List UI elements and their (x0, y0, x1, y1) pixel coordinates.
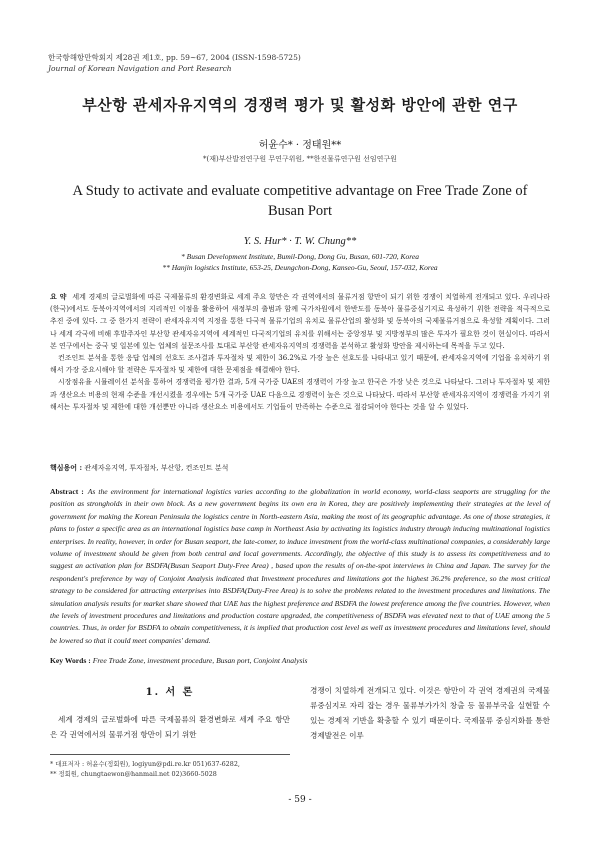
title-english: A Study to activate and evaluate competitive advantage on Free Trade Zone of Busan Port (72, 183, 528, 219)
page-number: - 59 - (288, 795, 312, 805)
abstract-english (50, 486, 550, 647)
abstract-korean-label: 요 약 (50, 292, 67, 301)
keywords-english-value: Free Trade Zone, investment procedure, Busan port, Conjoint Analysis (92, 656, 308, 665)
title-korean: 부산항 관세자유지역의 경쟁력 평가 및 활성화 방안에 관한 연구 (82, 96, 518, 114)
footnotes (50, 754, 290, 779)
abstract-korean (50, 291, 550, 413)
keywords-english-label: Key Words : (50, 656, 91, 665)
footnote-1: * 대표저자 : 허윤수(정회원), logiyun@pdi.re.kr 051)637-6282, (50, 760, 240, 768)
abstract-korean-paragraph: 컨조인트 분석을 통한 응답 업체의 선호도 조사결과 투자절차 및 제한이 36.2%로 가장 높은 선호도를 나타내고 있기 때문에, 관세자유지역에 기업을 유치하기 위해서 가장 중요시해야 할 전략은 투자절차 및 제한에 대한 문제점을 해결해야 한다. (50, 354, 550, 375)
abstract-korean-paragraph: 요 약 세계 경제의 글로벌화에 따른 국제물류의 환경변화로 세계 주요 항만은 각 권역에서의 물류거점 항만이 되기 위한 경쟁이 치열하게 전개되고 있다. 우리나라(한국)에서도 동북아지역에서의 지리적인 이점을 활용하여 새정부의 출범과 함께 국가차원에서 한반도를 동북아 물류중심기지로 육성하기 위한 전략을 적극적으로 추진 중에 있다. 그 중 한가지 전략이 관세자유지역 지정을 통한 다국적 물류기업의 유치로 물류산업의 활성화 및 동북아의 국제물류거점으로 육성할 계획이다. 그러나 세계 각국에 비해 후발주자인 부산항 관세자유지역에 세계적인 다국적기업의 유치를 위해서는 중앙정부 및 지방정부의 많은 투자가 필요한 것이 현실이다. 따라서 본 연구에서는 중국 및 일본에 있는 업체의 설문조사를 토대로 부산항 관세자유지역의 경쟁력을 분석하고 활성화 방안을 제시하는데 목적을 두고 있다. (50, 292, 550, 350)
body-column-right (310, 683, 550, 743)
section-heading: 1. 서 론 (145, 687, 195, 698)
affiliation-korean: *(재)부산발전연구원 무연구위원, **한진물류연구원 선임연구원 (203, 155, 397, 163)
affiliation-english (0, 252, 600, 273)
journal-line-ko: 한국항해항만학회지 제28권 제1호, pp. 59~67, 2004 (ISSN-1598-5725) (48, 53, 301, 62)
journal-line-en: Journal of Korean Navigation and Port Research (48, 64, 232, 73)
keywords-korean-value: 관세자유지역, 투자절차, 부산항, 컨조인트 분석 (84, 464, 229, 472)
journal-header (48, 52, 301, 74)
affiliation-english-2: ** Hanjin logistics Institute, 653-25, Deungchon-Dong, Kanseo-Gu, Seoul, 157-032, Korea (162, 262, 438, 272)
authors-korean: 허윤수* · 정태원** (258, 140, 342, 151)
abstract-korean-paragraph: 시장점유율 시뮬레이션 분석을 통하여 경쟁력을 평가한 결과, 5개 국가중 UAE의 경쟁력이 가장 높고 한국은 가장 낮은 것으로 나타났다. 그러나 투자절차 및 제한과 생산요소 비용의 현재 수준을 개선시켰을 경우에는 5개 국가중 UAE 다음으로 경쟁력이 높은 것으로 나타났다. 따라서 부산항 관세자유지역이 경쟁력을 가지기 위해서는 투자절차 및 제한에 대한 개선뿐만 아니라 생산요소 비용에서도 기업들이 만족하는 수준으로 절감되어야 한다는 것을 알 수 있었다. (50, 378, 550, 411)
keywords-korean (50, 463, 550, 473)
footnote-2: ** 정회원, chungtaewon@hanmail.net 02)3660-5028 (50, 770, 217, 778)
affiliation-english-1: * Busan Development Institute, Bumil-Dong, Dong Gu, Busan, 601-720, Korea (180, 252, 420, 261)
authors-english: Y. S. Hur* · T. W. Chung** (243, 236, 357, 247)
body-text-left: 세계 경제의 글로벌화에 따른 국제물류의 환경변화로 세계 주요 항만은 각 권역에서의 물류거점 항만이 되기 위한 (50, 715, 290, 739)
keywords-korean-label: 핵심용어 : (50, 463, 83, 472)
abstract-english-text: As the environment for international logistics varies according to the globalization in world economy, world-class seaports are struggling for the position as strongholds in their own block. As a new government begins its own era in Korea, they are positively implementing their strategies at the level of government for making the Korean Peninsula the logistics centre in North-eastern Asia, making the most of its geographic advantage. As one of those strategies, it plans to foster a specific area as an international logistics base camp in Northeast Asia by activating its logistics industry through inducing multinational logistics enterprises. In reality, however, in order for Busan seaport, the late-comer, to induce investment from the world-class multinational companies, a considerably large volume of investment should be given from both central and local governments. Accordingly, the objective of this study is to assess its competitiveness and to suggest an activation plan for BSDFA(Busan Seaport Duty-Free Area) , based upon the results of on-the-spot interviews in China and Japan. The survey for the respondent's preference by way of Conjoint Analysis indicated that Investment procedures and limitations got the highest 36.2% preference, so the most critical strategy to be considered for attracting enterprises into BSDFA(Duty-Free Area) is to solve the problems related to the investment procedures and limitations. The simulation analysis results for market share showed that UAE has the highest preference and BSDFA the lowest preference among the five countries. However, when the levels of investment procedures and limitations and production costare upgraded, the competitiveness of BSDFA was elevated next to that of UAE among the 5 countries. Thus, in order for BSDFA to obtain competitiveness, it is implied that production cost level as well as investment procedures and limitations level, should be lowered so that it could meet companies' demand. (50, 487, 550, 645)
keywords-english (50, 656, 550, 665)
body-text-right: 경쟁이 치열하게 전개되고 있다. 이것은 항만이 각 권역 경제권의 국제물류중심지로 자리 잡는 경우 물류부가가치 창출 등 물류부국을 실현할 수 있는 경제적 기반을 확충할 수 있기 때문이다. 국제물류 중심지화를 통한 경제발전은 이루 (310, 686, 550, 740)
abstract-english-label: Abstract : (50, 487, 84, 496)
body-column-left (50, 683, 290, 742)
